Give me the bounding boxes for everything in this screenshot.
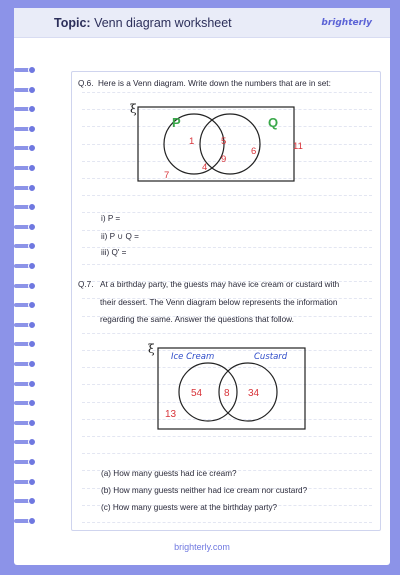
binding-ring-hole — [28, 164, 36, 172]
binding-ring-hole — [28, 438, 36, 446]
ruling-line — [82, 212, 372, 213]
binding-ring — [10, 223, 36, 231]
binding-ring — [10, 517, 36, 525]
binding-ring — [10, 419, 36, 427]
q7-label-ice-cream: Ice Cream — [171, 352, 215, 362]
binding-ring — [10, 438, 36, 446]
binding-ring — [10, 262, 36, 270]
binding-ring — [10, 203, 36, 211]
ruling-line — [82, 436, 372, 437]
q7-label-custard: Custard — [254, 352, 288, 362]
q7-question-c: (c) How many guests were at the birthday party? — [101, 503, 278, 512]
binding-ring-hole — [28, 223, 36, 231]
q6-part-i: i) P = — [101, 214, 121, 223]
binding-ring-hole — [28, 203, 36, 211]
binding-ring-hole — [28, 380, 36, 388]
q6-circle-q — [200, 114, 260, 174]
q7-venn-diagram — [140, 340, 310, 432]
binding-ring-hole — [28, 66, 36, 74]
q7-xi-symbol: ξ — [148, 342, 155, 356]
binding-ring-hole — [28, 458, 36, 466]
q7-line-1: At a birthday party, the guests may have ice cream or custard with — [100, 280, 340, 289]
binding-ring — [10, 340, 36, 348]
q6-label-q: Q — [268, 115, 279, 130]
binding-ring-hole — [28, 86, 36, 94]
binding-ring — [10, 105, 36, 113]
q7-value-custard-only: 34 — [248, 388, 260, 399]
binding-ring — [10, 321, 36, 329]
ruling-line — [82, 522, 372, 523]
q7-value-both: 8 — [224, 388, 230, 399]
q7-value-ice-cream-only: 54 — [191, 388, 203, 399]
binding-ring — [10, 478, 36, 486]
binding-ring — [10, 144, 36, 152]
brighterly-logo: brighterly — [321, 18, 372, 28]
binding-ring — [10, 399, 36, 407]
binding-ring-hole — [28, 478, 36, 486]
binding-ring — [10, 164, 36, 172]
q6-number: Q.6. — [78, 79, 94, 88]
topic-label: Topic: — [54, 16, 91, 30]
q6-value-7: 7 — [164, 170, 170, 181]
binding-ring — [10, 380, 36, 388]
ruling-line — [82, 333, 372, 334]
binding-ring — [10, 125, 36, 133]
binding-ring-hole — [28, 419, 36, 427]
binding-ring-hole — [28, 517, 36, 525]
binding-ring — [10, 301, 36, 309]
ruling-line — [82, 92, 372, 93]
worksheet-page — [14, 8, 390, 565]
binding-ring — [10, 86, 36, 94]
q7-line-2: their dessert. The Venn diagram below represents the information — [100, 298, 338, 307]
q6-venn-diagram — [126, 96, 306, 186]
binding-ring-hole — [28, 360, 36, 368]
q6-value-11: 11 — [293, 141, 303, 152]
q6-value-5: 5 — [221, 136, 227, 147]
binding-ring-hole — [28, 262, 36, 270]
binding-ring — [10, 242, 36, 250]
binding-ring — [10, 458, 36, 466]
footer-url: brighterly.com — [174, 542, 230, 552]
binding-ring — [10, 497, 36, 505]
binding-ring — [10, 66, 36, 74]
q7-number: Q.7. — [78, 280, 94, 289]
binding-ring-hole — [28, 144, 36, 152]
q6-part-ii: ii) P ∪ Q = — [101, 232, 139, 241]
page-title — [54, 16, 232, 30]
binding-ring-hole — [28, 301, 36, 309]
q6-xi-symbol: ξ — [130, 102, 137, 116]
q6-part-iii: iii) Q' = — [101, 248, 127, 257]
binding-ring-hole — [28, 497, 36, 505]
q7-value-neither: 13 — [165, 409, 177, 420]
q7-line-3: regarding the same. Answer the questions that follow. — [100, 315, 294, 324]
binding-ring — [10, 282, 36, 290]
q7-question-a: (a) How many guests had ice cream? — [101, 469, 237, 478]
binding-ring-hole — [28, 321, 36, 329]
topic-title: Venn diagram worksheet — [94, 16, 232, 30]
binding-ring-hole — [28, 242, 36, 250]
binding-ring-hole — [28, 340, 36, 348]
topic-bar — [14, 8, 390, 38]
q6-value-9: 9 — [221, 154, 227, 165]
q6-value-4: 4 — [202, 162, 208, 173]
binding-ring — [10, 360, 36, 368]
binding-ring-hole — [28, 282, 36, 290]
q6-prompt: Here is a Venn diagram. Write down the numbers that are in set: — [98, 79, 331, 88]
binding-ring-hole — [28, 105, 36, 113]
ruling-line — [82, 195, 372, 196]
binding-ring-hole — [28, 399, 36, 407]
q6-label-p: P — [172, 115, 181, 130]
ruling-line — [82, 453, 372, 454]
binding-ring-hole — [28, 184, 36, 192]
binding-ring-hole — [28, 125, 36, 133]
q6-value-1: 1 — [189, 136, 195, 147]
ruling-line — [82, 264, 372, 265]
q6-value-6: 6 — [251, 146, 257, 157]
q7-question-b: (b) How many guests neither had ice cream nor custard? — [101, 486, 308, 495]
binding-ring — [10, 184, 36, 192]
